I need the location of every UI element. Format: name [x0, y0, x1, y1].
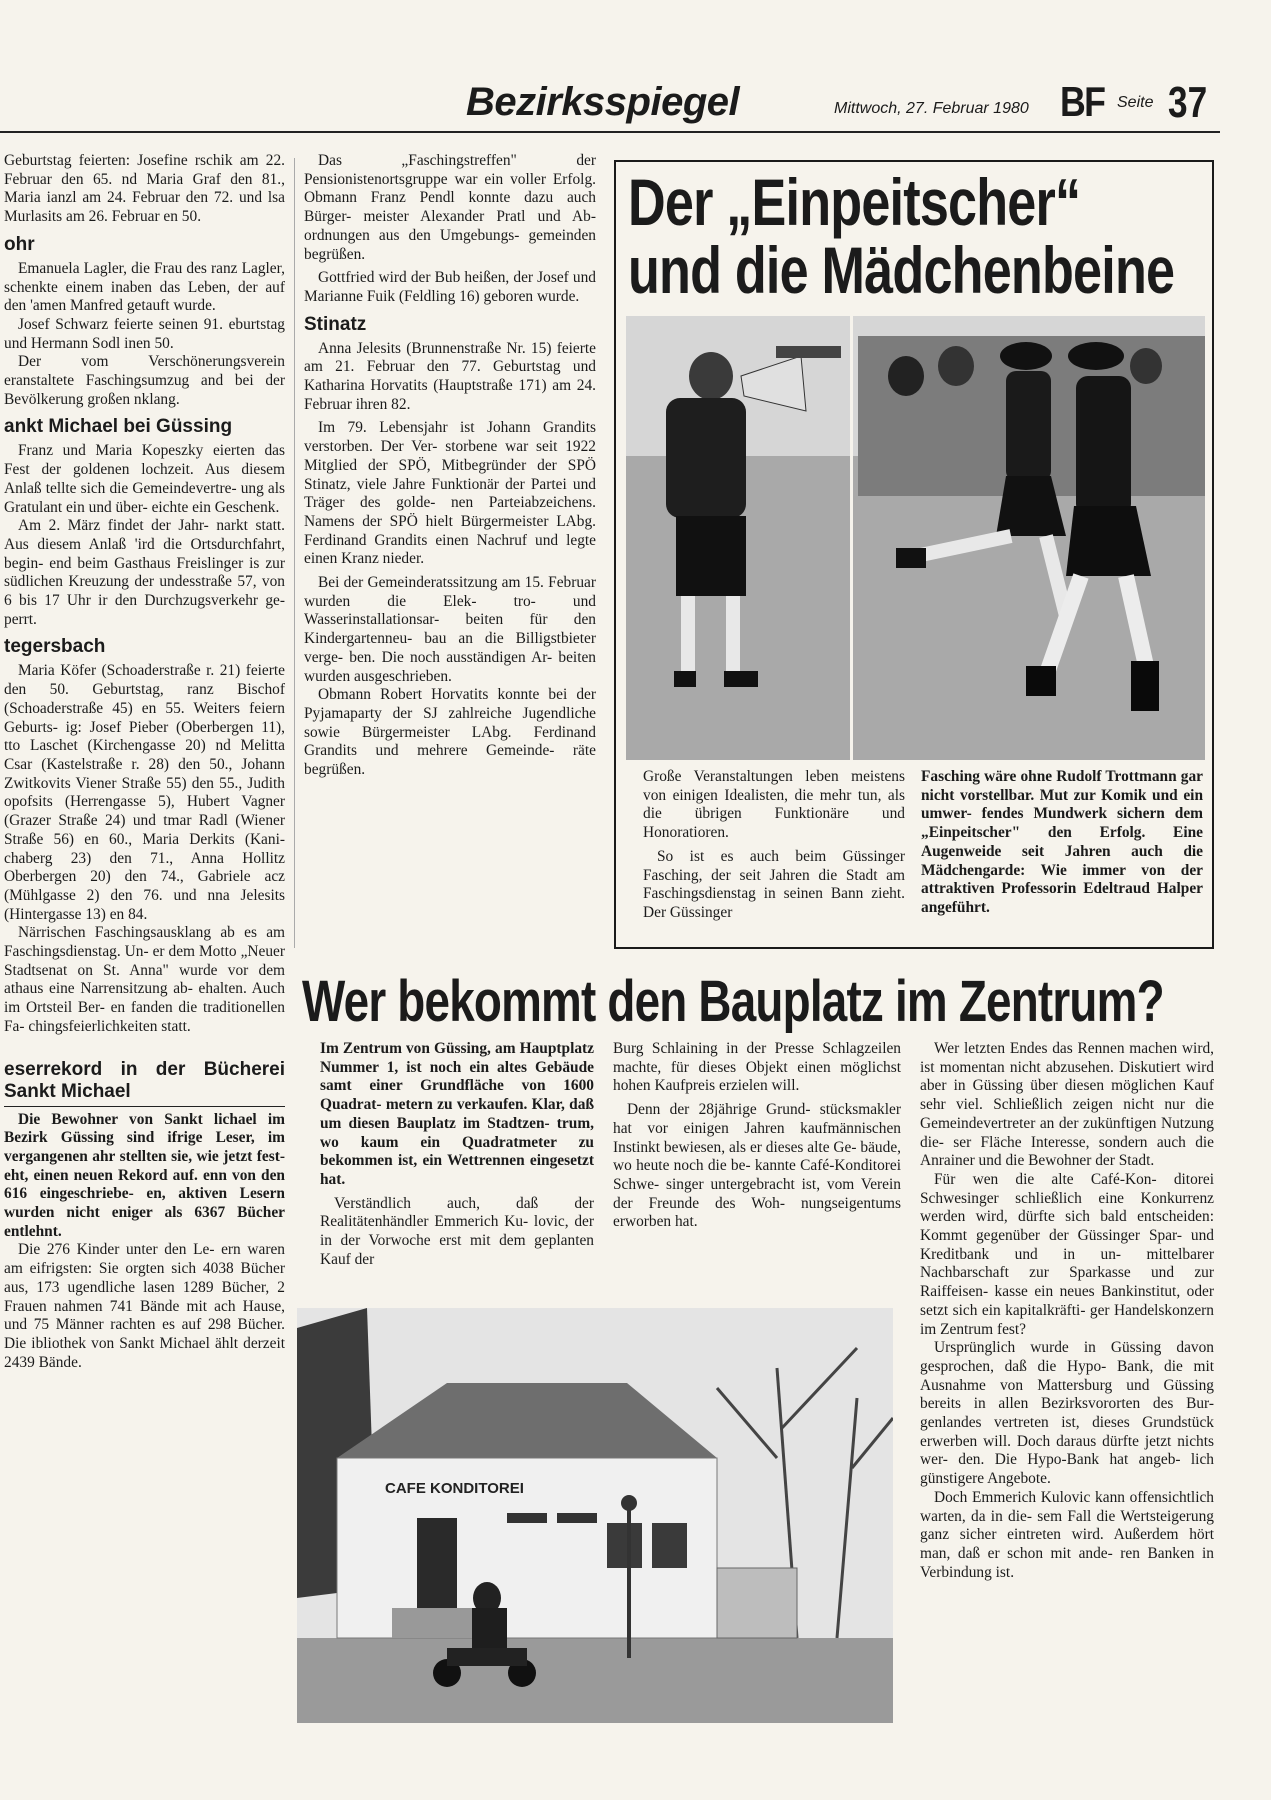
- section-heading: ankt Michael bei Güssing: [4, 416, 233, 438]
- header-rule: [0, 131, 1220, 133]
- story-column-b: [613, 1040, 901, 1232]
- page-label: Seite: [1117, 94, 1154, 111]
- paragraph: Geburtstag feierten: Josefine rschik am 22. Februar den 65. nd Maria Graf den 81., Maria ianzl am 24. Februar den 72. und lsa Murlasits am 26. Februar en 50.: [4, 152, 285, 226]
- paragraph: Gottfried wird der Bub heißen, der Josef und Marianne Fuik (Feldling 16) geboren wurde.: [304, 269, 596, 305]
- lead-paragraph: Im Zentrum von Güssing, am Hauptplatz Nummer 1, ist noch ein altes Gebäude samt einer Grundfläche von 1600 Quadrat- metern zu verkaufen. Klar, daß um diesen Bauplatz im Stadtzen- trum, wo kaum ein Quadratmeter zu bekommen ist, ein Wettrennen eingesetzt hat.: [320, 1040, 594, 1188]
- section-heading: eserrekord in der Bücherei Sankt Michael: [4, 1059, 285, 1107]
- paragraph: Josef Schwarz feierte seinen 91. eburtstag und Hermann Sodl inen 50.: [4, 315, 285, 352]
- section-heading: Stinatz: [304, 313, 367, 335]
- column-1: [4, 152, 285, 1372]
- caption-text: Fasching wäre ohne Rudolf Trottmann gar nicht vorstellbar. Mut zur Komik und ein umwer- fendes Mundwerk sichern dem „Einpeitscher" den Erfolg. Eine Augenweide seit Jahren auch die Mädchengarde: Wie immer von der attraktiven Professorin Edeltraud Halper angeführt.: [921, 768, 1203, 916]
- paragraph: Im 79. Lebensjahr ist Johann Grandits verstorben. Der Ver- storbene war seit 1922 Mitglied der SPÖ, Mitbegründer der SPÖ Stinatz, viele Jahre Funktionär der Partei und Träger des golde- nen Parteiabzeichens. Namens der SPÖ hielt Bürgermeister LAbg. Ferdinand Grandits einen Nachruf und legte einen Kranz nieder.: [304, 419, 596, 568]
- paragraph: Das „Faschingstreffen" der Pensionistenortsgruppe war ein voller Erfolg. Obmann Franz Pendl konnte dazu auch Bürger- meister Alexander Pratl und Ab- ordnungen aus den Umgebungs- gemeinden begrüßen.: [304, 152, 596, 263]
- paragraph: Obmann Robert Horvatits konnte bei der Pyjamaparty der SJ zahlreiche Jugendliche sowie Bürgermeister LAbg. Ferdinand Grandits und mehrere Gemeinde- räte begrüßen.: [304, 686, 596, 779]
- story-column-c: [920, 1040, 1214, 1582]
- paragraph: Am 2. März findet der Jahr- narkt statt. Aus diesem Anlaß 'ird die Ortsdurchfahrt, begin- end beim Gasthaus Freislinger is zur südlichen Kreuzung der undesstraße 57, von 6 bis 17 Uhr ir den Durchzugsverkehr ge- perrt.: [4, 517, 285, 628]
- paragraph: Anna Jelesits (Brunnenstraße Nr. 15) feierte am 21. Februar den 77. Geburtstag und Katharina Horvatits (Hauptstraße 171) am 24. Februar ihren 82.: [304, 339, 596, 413]
- newspaper-logo: BF: [1060, 78, 1105, 125]
- paragraph: Maria Köfer (Schoaderstraße r. 21) feierte den 50. Geburtstag, ranz Bischof (Schoaderstraße 45) en 55. Weiters feiern Geburts- ig: Josef Pieber (Oberbergen 11), tto Laschet (Kirchengasse 20) nd Melitta Csar (Kastelstraße r. 28) den 50., Johann Zwitkovits Viener Straße 55) den 55., Judith opofsits (Herrengasse 5), Hubert Vagner (Grazer Straße 24) und tmar Radl (Wiener Straße 56) en 60., Maria Derkits (Kani- chaberg 23) den 71., Anna Hollitz Oberbergen 20) den 74., Gabriele acz (Mühlgasse 2) den 76. und nna Jelesits (Hintergasse 13) en 84.: [4, 662, 285, 923]
- page-number: 37: [1168, 78, 1208, 127]
- paragraph: Närrischen Faschingsausklang ab es am Faschingsdienstag. Un- er dem Motto „Neuer Stadtsenat on St. Anna" wurde vor dem athaus eine Narrensitzung ab- ehalten. Auch im Ortsteil Ber- en fanden die traditionellen Fa- chingsfeierlichkeiten statt.: [4, 924, 285, 1035]
- paragraph: Emanuela Lagler, die Frau des ranz Lagler, schenkte einem inaben das Leben, der auf den 'amen Manfred getauft wurde.: [4, 259, 285, 315]
- story-headline: Wer bekommt den Bauplatz im Zentrum?: [302, 969, 1164, 1034]
- section-heading: tegersbach: [4, 636, 106, 658]
- paragraph: Verständlich auch, daß der Realitätenhändler Emmerich Ku- lovic, der in der Vorwoche erst mit dem geplanten Kauf der: [320, 1194, 594, 1268]
- story-column-a: [320, 1040, 594, 1269]
- column-separator: [294, 158, 295, 948]
- paragraph: Doch Emmerich Kulovic kann offensichtlich warten, da in die- sem Fall die Wertsteigerung ganz sicher eintreten wird. Außerdem hört man, daß er schon mit ande- ren Banken in Verbindung ist.: [920, 1488, 1214, 1581]
- cafe-building-photo: [297, 1308, 893, 1723]
- paragraph: Bei der Gemeinderatssitzung am 15. Februar wurden die Elek- tro- und Wasserinstallationsar- beiten für den Kindergartenneu- bau an die Billigstbieter verge- ben. Die noch ausständigen Ar- beiten wurden ausgeschrieben.: [304, 574, 596, 685]
- carnival-photo: [626, 316, 1205, 760]
- paragraph: Denn der 28jährige Grund- stücksmakler hat vor einigen Jahren kaufmännischen Instinkt bewiesen, als er dieses alte Ge- bäude, wo heute noch die be- kannte Café-Konditorei Schwe- singer untergebracht ist, vom Verein der Freunde des Woh- nungseigentums erworben hat.: [613, 1101, 901, 1231]
- cafe-sign: CAFE KONDITOREI: [385, 1480, 524, 1497]
- column-2: [304, 152, 596, 780]
- paragraph: Für wen die alte Café-Kon- ditorei Schwesinger schließlich eine Konkurrenz werden wird, dürfte sich bald entscheiden: Kommt gegenüber der Güssinger Spar- und Kreditbank und in un- mittelbarer Nachbarschaft zur Sparkasse und zur Raiffeisen- kasse ein neues Bankinstitut, oder setzt sich ein kapitalkräfti- ger Handelskonzern im Zentrum fest?: [920, 1170, 1214, 1338]
- issue-date: Mittwoch, 27. Februar 1980: [834, 100, 1029, 117]
- paragraph: Ursprünglich wurde in Güssing davon gesprochen, daß die Hypo- Bank, die mit Ausnahme von Mattersburg und Güssing bereits in allen Bezirksvororten des Bur- genlandes vertreten ist, dieses Grundstück erwerben will. Doch daraus dürfte jetzt nichts wer- den. Die Hypo-Bank hat angeb- lich günstigere Angebote.: [920, 1339, 1214, 1488]
- section-title: Bezirksspiegel: [466, 80, 740, 124]
- paragraph: Franz und Maria Kopeszky eierten das Fest der goldenen lochzeit. Aus diesem Anlaß tellte sich die Gemeindevertre- ung als Gratulant ein und über- eichte ein Geschenk.: [4, 442, 285, 516]
- caption-text: So ist es auch beim Güssinger Fasching, der seit Jahren die Stadt am Faschingsdienstag in seinen Bann zieht. Der Güssinger: [643, 847, 905, 921]
- photo-caption-left: [643, 768, 905, 923]
- photo-caption-right: [921, 768, 1203, 918]
- story-headline: Der „Einpeitscher“ und die Mädchenbeine: [628, 165, 1175, 307]
- paragraph: Die 276 Kinder unter den Le- ern waren am eifrigsten: Sie orgten sich 4038 Bücher aus, 173 ugendliche lasen 1289 Bücher, 2 Frauen nahmen 741 Bände mit ach Hause, und 75 Männer rachten es auf 298 Bücher. Die ibliothek von Sankt Michael ählt derzeit 2439 Bände.: [4, 1241, 285, 1371]
- section-heading: ohr: [4, 233, 35, 255]
- caption-text: Große Veranstaltungen leben meistens von einigen Idealisten, die mehr tun, als die übrigen Funktionäre und Honoratioren.: [643, 768, 905, 842]
- paragraph: Der vom Verschönerungsverein eranstaltete Faschingsumzug and bei der Bevölkerung großen nklang.: [4, 353, 285, 408]
- paragraph: Wer letzten Endes das Rennen machen wird, ist momentan nicht abzusehen. Diskutiert wird aber in Güssing über diesen möglichen Kauf sehr viel. Schließlich zeigen nicht nur die Gemeindevertreter an der zukünftigen Nutzung die- ser Fläche Interesse, sondern auch die Anrainer und die Bewohner der Stadt.: [920, 1040, 1214, 1170]
- paragraph: Die Bewohner von Sankt lichael im Bezirk Güssing sind ifrige Leser, im vergangenen ahr stellten sie, wie jetzt fest- eht, einen neuen Rekord auf. enn von den 616 eingeschriebe- en, aktiven Lesern wurden nicht eniger als 6367 Bücher entlehnt.: [4, 1110, 285, 1240]
- paragraph: Burg Schlaining in der Presse Schlagzeilen machte, für dieses Objekt einen möglichst hohen Kaufpreis erzielen will.: [613, 1040, 901, 1095]
